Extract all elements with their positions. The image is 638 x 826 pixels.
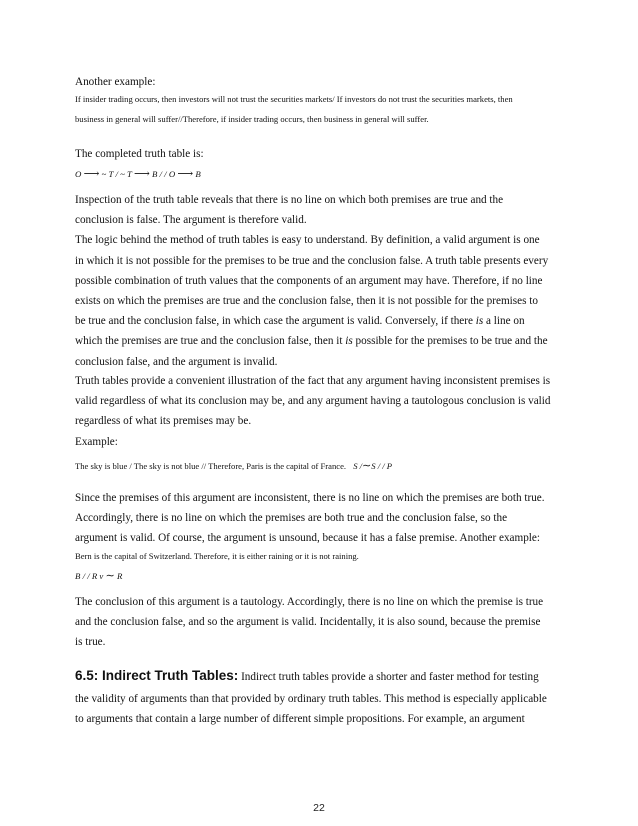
text-line bbox=[75, 331, 565, 351]
text-line: Since the premises of this argument are inconsistent, there is no line on which the premises are both true. bbox=[75, 492, 545, 504]
text-line: and the conclusion false, and so the argument is valid. Incidentally, it is also sound, because the premise bbox=[75, 616, 541, 629]
paragraph-text bbox=[75, 488, 565, 549]
example-argument-line: business in general will suffer//Therefore, if insider trading occurs, then business in general will suffer. bbox=[75, 114, 429, 125]
text-line: the validity of arguments than that provided by ordinary truth tables. This method is especially applicable bbox=[75, 693, 547, 706]
text-line: conclusion is false. The argument is therefore valid. bbox=[75, 214, 307, 227]
formula-part: B / / R v bbox=[75, 570, 104, 581]
page-number: 22 bbox=[313, 802, 325, 814]
text-line: argument is valid. Of course, the argument is unsound, because it has a false premise. Another example: bbox=[75, 532, 540, 545]
formula-part: B bbox=[195, 169, 201, 180]
text-line: conclusion false, and the argument is invalid. bbox=[75, 355, 278, 368]
text-line: possible combination of truth values that the components of an argument may have. Therefore, if no line bbox=[75, 274, 543, 287]
paragraph bbox=[75, 190, 565, 372]
section-paragraph bbox=[75, 666, 565, 730]
example-text: The sky is blue / The sky is not blue // Therefore, Paris is the capital of France. bbox=[75, 461, 347, 471]
paragraph bbox=[75, 488, 565, 584]
text-line: regardless of what its premises may be. bbox=[75, 415, 252, 428]
text-line: Truth tables provide a convenient illustration of the fact that any argument having inconsistent premises is bbox=[75, 375, 551, 387]
text-line: Inspection of the truth table reveals that there is no line on which both premises are true and the bbox=[75, 194, 504, 206]
truth-table-formula bbox=[75, 166, 565, 182]
formula-part: S / bbox=[353, 461, 363, 471]
truth-table-block bbox=[75, 144, 565, 182]
example-heading: Another example: bbox=[75, 76, 156, 88]
example-argument-line: If insider trading occurs, then investors will not trust the securities markets/ If investors do not trust the securities markets, then bbox=[75, 94, 513, 105]
arrow-icon: ⟶ bbox=[177, 168, 194, 181]
text-run: be true and the conclusion false, in which case the argument is valid. Conversely, if there bbox=[75, 315, 476, 328]
text-run: a line on bbox=[483, 315, 525, 328]
paragraph-text bbox=[75, 371, 565, 452]
text-line: The conclusion of this argument is a tautology. Accordingly, there is no line on which the premise is true bbox=[75, 596, 544, 608]
text-line: is true. bbox=[75, 636, 106, 649]
paragraph-text bbox=[75, 190, 565, 372]
formula-part: B / / O bbox=[151, 169, 176, 180]
text-line: in which it is not possible for the premises to be true and the conclusion false. A truth table presents every bbox=[75, 254, 549, 267]
formula-part: S / / P bbox=[371, 461, 393, 471]
text-line: Example: bbox=[75, 435, 118, 448]
text-run: which the premises are true and the conclusion false, then it bbox=[75, 335, 346, 348]
arrow-icon: ⟶ bbox=[83, 168, 100, 181]
tilde-icon: ∼ bbox=[362, 460, 372, 472]
text-run: possible for the premises to be true and the bbox=[352, 335, 548, 348]
example-block bbox=[75, 72, 565, 129]
example-formula bbox=[75, 568, 565, 584]
formula-part: R bbox=[116, 570, 123, 581]
example-sentence bbox=[75, 456, 565, 476]
truth-table-intro: The completed truth table is: bbox=[75, 148, 204, 160]
arrow-icon: ⟶ bbox=[133, 168, 150, 181]
text-line: valid regardless of what its conclusion may be, and any argument having a tautologous conclusion is valid bbox=[75, 395, 551, 408]
paragraph bbox=[75, 592, 565, 653]
text-line: The logic behind the method of truth tables is easy to understand. By definition, a valid argument is one bbox=[75, 234, 540, 247]
section-block bbox=[75, 666, 565, 730]
emphasis: is bbox=[475, 315, 484, 328]
section-heading: 6.5: Indirect Truth Tables: bbox=[75, 668, 239, 683]
text-line bbox=[75, 311, 565, 331]
emphasis: is bbox=[345, 335, 353, 348]
example-sentence: Bern is the capital of Switzerland. Therefore, it is either raining or it is not raining. bbox=[75, 550, 359, 561]
text-line: Accordingly, there is no line on which the premises are both true and the conclusion false, so the bbox=[75, 512, 508, 525]
paragraph bbox=[75, 371, 565, 452]
text-line: exists on which the premises are true and the conclusion false, then it is not possible for the premises to bbox=[75, 295, 538, 308]
tilde-icon: ∼ bbox=[105, 569, 115, 582]
example-block bbox=[75, 456, 565, 476]
paragraph-text bbox=[75, 592, 565, 653]
formula-part: ~ T / ~ T bbox=[101, 169, 132, 180]
formula-part: O bbox=[75, 169, 82, 180]
text-line bbox=[75, 666, 565, 687]
text-line: to arguments that contain a large number of different simple propositions. For example, an argument bbox=[75, 713, 525, 726]
text-run: Indirect truth tables provide a shorter and faster method for testing bbox=[238, 671, 539, 683]
